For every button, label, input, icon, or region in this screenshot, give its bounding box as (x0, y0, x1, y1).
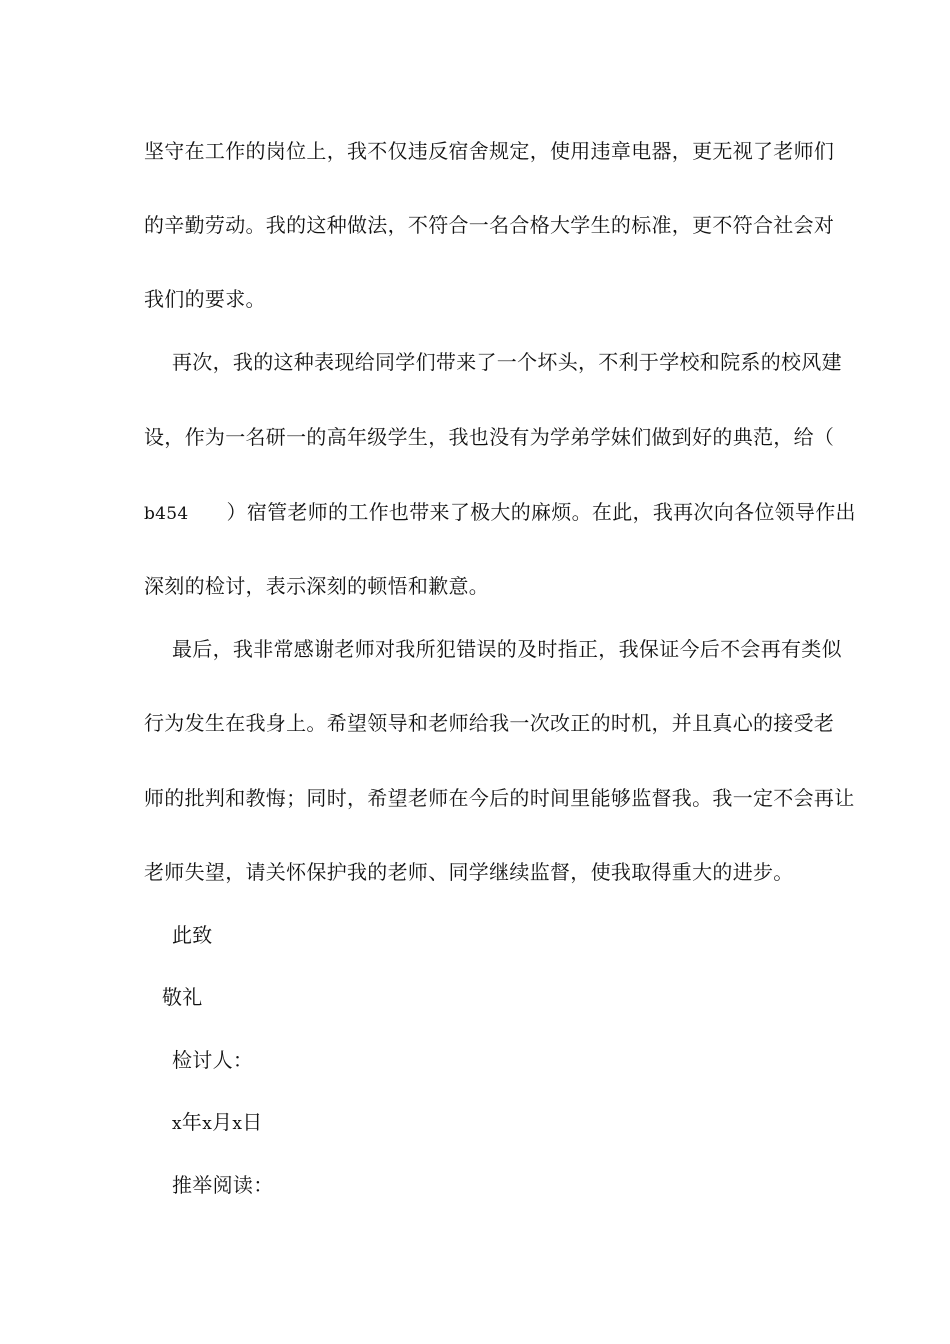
date-year-unit: 年 (181, 1110, 203, 1134)
date-month-placeholder: x (202, 1114, 213, 1134)
reference-code: b454 (144, 504, 189, 524)
date-line (172, 1110, 263, 1136)
paragraph-3-line-1: 最后，我非常感谢老师对我所犯错误的及时指正，我保证今后不会再有类似 (172, 637, 842, 661)
recommend-reading-label: 推举阅读： (172, 1173, 274, 1197)
paragraph-2-line-3 (144, 500, 856, 526)
paragraph-1-line-2: 的辛勤劳动。我的这种做法，不符合一名合格大学生的标准，更不符合社会对 (144, 213, 835, 237)
paragraph-1-line-3: 我们的要求。 (144, 287, 266, 311)
paragraph-3-line-4: 老师失望，请关怀保护我的老师、同学继续监督，使我取得重大的进步。 (144, 860, 794, 884)
paragraph-3-line-3: 师的批判和教悔；同时，希望老师在今后的时间里能够监督我。我一定不会再让 (144, 786, 855, 810)
date-month-unit: 月 (212, 1110, 233, 1134)
paragraph-2-line-3-text: ）宿管老师的工作也带来了极大的麻烦。在此，我再次向各位领导作出 (226, 500, 856, 524)
date-year-placeholder: x (172, 1114, 182, 1134)
salutation: 此致 (172, 923, 213, 947)
date-day-unit: 日 (242, 1110, 263, 1134)
paragraph-2-line-2: 设，作为一名研一的高年级学生，我也没有为学弟学妹们做到好的典范，给（ (144, 425, 835, 449)
signer-label: 检讨人： (172, 1048, 254, 1072)
date-day-placeholder: x (232, 1114, 243, 1134)
paragraph-1-line-1: 坚守在工作的岗位上，我不仅违反宿舍规定，使用违章电器，更无视了老师们 (144, 139, 835, 163)
paragraph-2-line-1: 再次，我的这种表现给同学们带来了一个坏头，不利于学校和院系的校风建 (172, 350, 842, 374)
paragraph-2-line-4: 深刻的检讨，表示深刻的顿悟和歉意。 (144, 574, 490, 598)
regards: 敬礼 (162, 985, 203, 1009)
paragraph-3-line-2: 行为发生在我身上。希望领导和老师给我一次改正的时机，并且真心的接受老 (144, 711, 835, 735)
